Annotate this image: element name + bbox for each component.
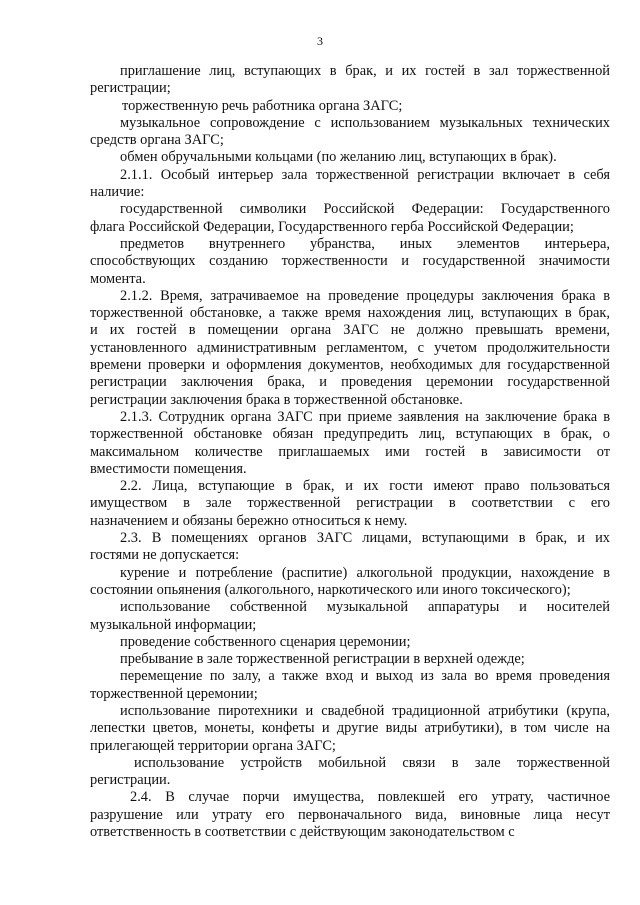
text-line: установленного административным регламентом, с учетом продолжительности bbox=[90, 339, 610, 356]
text-line: прилегающей территории органа ЗАГС; bbox=[90, 737, 336, 754]
text-line: торжественную речь работника органа ЗАГС; bbox=[122, 97, 403, 114]
text-line: торжественной обстановке обязан предупредить лиц, вступающих в брак, о bbox=[90, 426, 610, 443]
text-line: использование пиротехники и свадебной традиционной атрибутики (крупа, bbox=[120, 702, 610, 719]
text-line: использование устройств мобильной связи в зале торжественной bbox=[134, 754, 610, 771]
text-line: лепестки цветов, монеты, конфеты и другие виды атрибутики), в том числе на bbox=[90, 720, 610, 737]
text-line: флага Российской Федерации, Государственного герба Российской Федерации; bbox=[90, 218, 574, 235]
text-line: курение и потребление (распитие) алкогольной продукции, нахождение в bbox=[120, 564, 610, 581]
text-line: регистрации заключения брака в торжественной обстановке. bbox=[90, 391, 463, 408]
text-line: момента. bbox=[90, 270, 146, 287]
text-line: 2.1.1. Особый интерьер зала торжественной регистрации включает в себя bbox=[120, 166, 610, 183]
text-line: государственной символики Российской Федерации: Государственного bbox=[120, 201, 610, 218]
text-line: 2.3. В помещениях органов ЗАГС лицами, вступающими в брак, и их bbox=[120, 530, 610, 547]
text-line: 2.1.2. Время, затрачиваемое на проведение процедуры заключения брака в bbox=[120, 287, 610, 304]
text-line: пребывание в зале торжественной регистрации в верхней одежде; bbox=[120, 651, 525, 668]
text-line: перемещение по залу, а также вход и выход из зала во время проведения bbox=[120, 668, 610, 685]
text-line: регистрации заключения брака, и проведения церемонии государственной bbox=[90, 374, 610, 391]
text-line: предметов внутреннего убранства, иных элементов интерьера, bbox=[120, 235, 610, 252]
text-line: способствующих созданию торжественности и государственной значимости bbox=[90, 253, 610, 270]
text-line: использование собственной музыкальной аппаратуры и носителей bbox=[120, 599, 610, 616]
text-line: проведение собственного сценария церемонии; bbox=[120, 633, 411, 650]
text-line: средств органа ЗАГС; bbox=[90, 132, 224, 149]
text-line: регистрации; bbox=[90, 80, 171, 97]
text-line: торжественной обстановке, а также время нахождения лиц, вступающих в брак, bbox=[90, 305, 610, 322]
page-number: 3 bbox=[317, 34, 323, 48]
text-line: обмен обручальными кольцами (по желанию лиц, вступающих в брак). bbox=[120, 149, 557, 166]
text-line: 2.4. В случае порчи имущества, повлекшей его утрату, частичное bbox=[130, 789, 610, 806]
text-line: назначением и обязаны бережно относиться к нему. bbox=[90, 512, 408, 529]
text-line: имуществом в зале торжественной регистрации в соответствии с его bbox=[90, 495, 610, 512]
document-body bbox=[90, 63, 610, 841]
text-line: торжественной церемонии; bbox=[90, 685, 258, 702]
text-line: времени проверки и оформления документов, необходимых для государственной bbox=[90, 357, 610, 374]
text-line: музыкальной информации; bbox=[90, 616, 257, 633]
text-line: 2.1.3. Сотрудник органа ЗАГС при приеме заявления на заключение брака в bbox=[120, 408, 610, 425]
text-line: разрушение или утрату его первоначального вида, виновные лица несут bbox=[90, 806, 610, 823]
text-line: 2.2. Лица, вступающие в брак, и их гости имеют право пользоваться bbox=[120, 478, 610, 495]
text-line: регистрации. bbox=[90, 772, 171, 789]
text-line: состоянии опьянения (алкогольного, наркотического или иного токсического); bbox=[90, 581, 571, 598]
text-line: вместимости помещения. bbox=[90, 460, 247, 477]
text-line: музыкальное сопровождение с использованием музыкальных технических bbox=[120, 114, 610, 131]
text-line: гостями не допускается: bbox=[90, 547, 240, 564]
text-line: ответственность в соответствии с действующим законодательством с bbox=[90, 824, 515, 841]
text-line: и их гостей в помещении органа ЗАГС не должно превышать времени, bbox=[90, 322, 610, 339]
text-line: приглашение лиц, вступающих в брак, и их гостей в зал торжественной bbox=[120, 63, 610, 79]
text-line: наличие: bbox=[90, 184, 145, 201]
text-line: максимальном количестве приглашаемых ими гостей в зависимости от bbox=[90, 443, 610, 460]
